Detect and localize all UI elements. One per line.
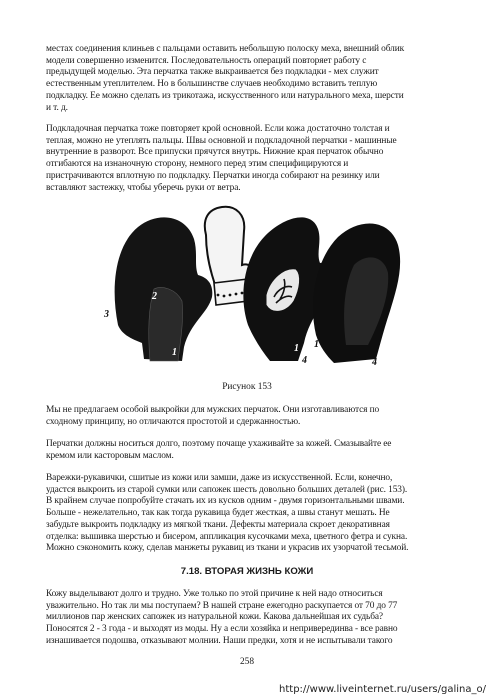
- text-line: внутренние в разворот. Все припуски прячутся внутрь. Нижние края перчаток обычно: [46, 147, 384, 158]
- text-line: Кожу выделывают долго и трудно. Уже только по этой причине к ней надо относиться: [46, 589, 383, 599]
- paragraph-4: [46, 439, 452, 462]
- paragraph-5: [46, 473, 452, 555]
- figure-label: 1: [294, 343, 299, 354]
- text-line: естественным утеплителем. Но в большинстве случаев необходимо вставить теплую: [46, 79, 378, 90]
- figure-caption: Рисунок 153: [222, 382, 272, 392]
- figure-label: 4: [302, 355, 307, 366]
- page-number: 258: [239, 657, 255, 667]
- text-line: В крайнем случае попробуйте стачать их из кусков одним - двумя горизонтальными швами.: [46, 496, 405, 507]
- text-line: подкладку. Ее можно сделать из трикотажа, искусственного или натурального меха, шерсти: [46, 90, 404, 101]
- text-line: Мы не предлагаем особой выкройки для мужских перчаток. Они изготавливаются по: [46, 405, 380, 415]
- text-line: вставляют застежку, чтобы уберечь руки от ветра.: [46, 182, 241, 193]
- text-line: модели совершенно изменится. Последовательность операций повторяет работу с: [46, 55, 367, 66]
- source-url-watermark: http://www.liveinternet.ru/users/galina_o/: [279, 684, 486, 695]
- text-line: пристрачиваются вплотную по подкладку. Перчатки иногда собирают на резинку или: [46, 170, 380, 181]
- figure-label: 3: [104, 309, 109, 320]
- text-line: отгибаются на изнаночную сторону, немного перед этим специфицируются и: [46, 159, 349, 170]
- figure-label: 1: [314, 339, 319, 350]
- text-line: уважительно. Но так ли мы поступаем? В нашей стране ежегодно раскупается от 70 до 77: [46, 600, 398, 611]
- text-line: изнашивается подошва, отказывают молнии. Наши предки, хотя и не испытывали такого: [46, 635, 393, 646]
- text-line: удастся выкроить из старой сумки или сапожек шесть довольно больших деталей (рис. 153).: [46, 484, 408, 495]
- text-line: сходному принципу, но отличаются простотой и сдержанностью.: [46, 416, 301, 427]
- text-line: теплая, можно не утеплять пальцы. Швы основной и подкладочной перчатки - машинные: [46, 135, 397, 146]
- mitten-illustration: [98, 205, 408, 375]
- paragraph-6: [46, 589, 452, 648]
- text-line: предыдущей моделью. Эта перчатка также выкраивается без подкладки - мех служит: [46, 67, 379, 78]
- text-line: отделка: вышивка шерстью и бисером, аппликация кусочками меха, цветного фетра и сукна.: [46, 531, 408, 542]
- text-line: Больше - нежелательно, так как тогда рукавица будет жесткая, а швы станут мешать. Не: [46, 508, 390, 519]
- text-line: местах соединения клиньев с пальцами оставить небольшую полоску меха, внешний облик: [46, 44, 405, 54]
- paragraph-3: [46, 405, 452, 428]
- mitten-figure: [98, 205, 408, 375]
- text-line: Поносятся 2 - 3 года - и выходят из моды. Ну а если хозяйка и неприверединва - все равно: [46, 624, 398, 635]
- text-line: Варежки-рукавички, сшитые из кожи или замши, даже из искусственной. Если, конечно,: [46, 473, 393, 483]
- text-line: и т. д.: [46, 102, 68, 113]
- text-line: миллионов пар женских сапожек из натуральной кожи. Какова дальнейшая их судьба?: [46, 612, 383, 623]
- figure-label: 4: [372, 357, 377, 368]
- text-line: кремом или касторовым маслом.: [46, 450, 174, 461]
- paragraph-2: [46, 124, 452, 194]
- text-line: Перчатки должны носиться долго, поэтому почаще ухаживайте за кожей. Смазывайте ее: [46, 439, 392, 449]
- figure-label: 1: [172, 347, 177, 358]
- figure-label: 2: [152, 291, 157, 302]
- text-line: забудьте выкроить подкладку из мягкой ткани. Дефекты материала скроет декоративная: [46, 519, 390, 530]
- text-line: Можно сэкономить кожу, сделав манжеты рукавиц из ткани и украсив их узорчатой тесьмой.: [46, 543, 409, 554]
- paragraph-1: [46, 44, 452, 114]
- section-heading: 7.18. ВТОРАЯ ЖИЗНЬ КОЖИ: [180, 566, 314, 577]
- text-line: Подкладочная перчатка тоже повторяет крой основной. Если кожа достаточно толстая и: [46, 124, 390, 134]
